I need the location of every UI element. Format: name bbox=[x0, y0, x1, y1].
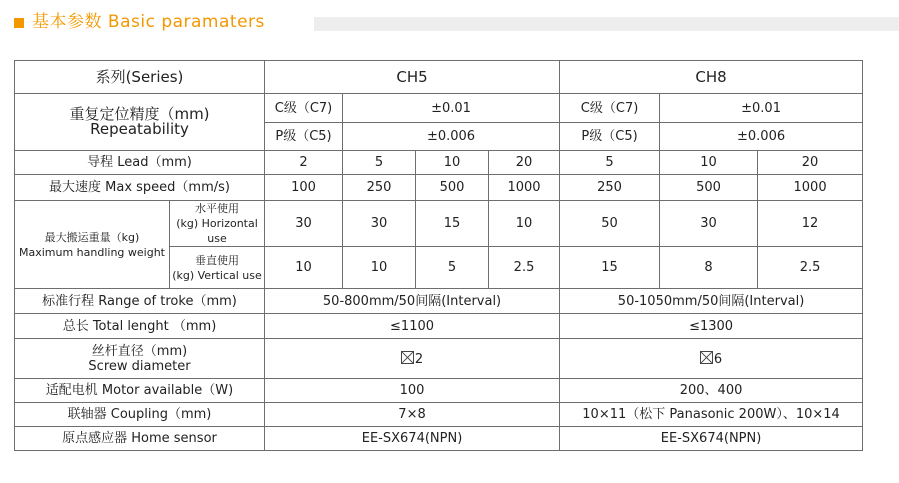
stroke-ch5: 50-800mm/50间隔(Interval) bbox=[265, 289, 560, 314]
speed-ch5-cell: 250 bbox=[343, 175, 416, 201]
section-header bbox=[14, 10, 899, 36]
vertical-use-cn: 垂直使用 bbox=[195, 253, 239, 267]
lead-ch5-cell: 20 bbox=[489, 151, 560, 175]
diameter-symbol-icon bbox=[401, 351, 414, 364]
screw-ch8 bbox=[560, 339, 863, 379]
lead-ch5-cell: 2 bbox=[265, 151, 343, 175]
table-row bbox=[15, 314, 863, 339]
coupling-label: 联轴器 Coupling（mm) bbox=[15, 403, 265, 427]
screw-label-en: Screw diameter bbox=[88, 358, 191, 374]
ch5-c-value: ±0.01 bbox=[343, 94, 560, 123]
table-row bbox=[15, 289, 863, 314]
orange-square-icon bbox=[14, 18, 24, 28]
speed-ch8-cell: 500 bbox=[660, 175, 758, 201]
motor-ch8: 200、400 bbox=[560, 379, 863, 403]
speed-ch5-cell: 1000 bbox=[489, 175, 560, 201]
handling-label bbox=[15, 201, 170, 289]
speed-ch5-cell: 500 bbox=[416, 175, 489, 201]
ch8-c-grade: C级（C7) bbox=[560, 94, 660, 123]
vertical-ch8-cell: 2.5 bbox=[758, 247, 863, 289]
repeatability-label bbox=[15, 94, 265, 151]
vertical-ch8-cell: 15 bbox=[560, 247, 660, 289]
horizontal-ch8-cell: 30 bbox=[660, 201, 758, 247]
table-row bbox=[15, 151, 863, 175]
lead-label: 导程 Lead（mm) bbox=[15, 151, 265, 175]
vertical-use-label bbox=[170, 247, 265, 289]
ch5-c-grade: C级（C7) bbox=[265, 94, 343, 123]
header-divider-bar bbox=[314, 17, 899, 31]
model-ch8: CH8 bbox=[560, 61, 863, 94]
ch8-p-value: ±0.006 bbox=[660, 123, 863, 151]
stroke-label: 标准行程 Range of troke（mm) bbox=[15, 289, 265, 314]
length-label: 总长 Total lenght （mm) bbox=[15, 314, 265, 339]
vertical-ch8-cell: 8 bbox=[660, 247, 758, 289]
vertical-ch5-cell: 10 bbox=[343, 247, 416, 289]
screw-ch5 bbox=[265, 339, 560, 379]
section-title: 基本参数 Basic paramaters bbox=[32, 12, 265, 32]
screw-ch8-value: 6 bbox=[713, 351, 723, 367]
motor-label: 适配电机 Motor available（W) bbox=[15, 379, 265, 403]
model-ch5: CH5 bbox=[265, 61, 560, 94]
diameter-symbol-icon bbox=[700, 351, 713, 364]
table-row bbox=[15, 201, 863, 247]
table-row bbox=[15, 427, 863, 451]
horizontal-ch5-cell: 30 bbox=[343, 201, 416, 247]
speed-ch8-cell: 250 bbox=[560, 175, 660, 201]
speed-label: 最大速度 Max speed（mm/s) bbox=[15, 175, 265, 201]
home-sensor-ch5: EE-SX674(NPN) bbox=[265, 427, 560, 451]
coupling-ch8: 10×11（松下 Panasonic 200W）、10×14 bbox=[560, 403, 863, 427]
series-label: 系列(Series) bbox=[15, 61, 265, 94]
lead-ch8-cell: 5 bbox=[560, 151, 660, 175]
handling-label-cn: 最大搬运重量（kg) bbox=[44, 230, 140, 244]
horizontal-ch5-cell: 15 bbox=[416, 201, 489, 247]
speed-ch5-cell: 100 bbox=[265, 175, 343, 201]
ch5-p-value: ±0.006 bbox=[343, 123, 560, 151]
screw-ch5-value: 2 bbox=[414, 351, 424, 367]
home-sensor-label: 原点感应器 Home sensor bbox=[15, 427, 265, 451]
stroke-ch8: 50-1050mm/50间隔(Interval) bbox=[560, 289, 863, 314]
screw-label bbox=[15, 339, 265, 379]
table-row bbox=[15, 61, 863, 94]
ch8-p-grade: P级（C5) bbox=[560, 123, 660, 151]
ch8-c-value: ±0.01 bbox=[660, 94, 863, 123]
repeatability-label-en: Repeatability bbox=[90, 120, 189, 138]
motor-ch5: 100 bbox=[265, 379, 560, 403]
horizontal-ch8-cell: 12 bbox=[758, 201, 863, 247]
horizontal-ch8-cell: 50 bbox=[560, 201, 660, 247]
speed-ch8-cell: 1000 bbox=[758, 175, 863, 201]
table-row bbox=[15, 175, 863, 201]
spec-table bbox=[14, 60, 863, 451]
table-row bbox=[15, 339, 863, 379]
vertical-ch5-cell: 10 bbox=[265, 247, 343, 289]
horizontal-use-en: (kg) Horizontal use bbox=[176, 217, 258, 245]
horizontal-ch5-cell: 30 bbox=[265, 201, 343, 247]
lead-ch8-cell: 20 bbox=[758, 151, 863, 175]
vertical-ch5-cell: 2.5 bbox=[489, 247, 560, 289]
length-ch5: ≤1100 bbox=[265, 314, 560, 339]
vertical-ch5-cell: 5 bbox=[416, 247, 489, 289]
horizontal-ch5-cell: 10 bbox=[489, 201, 560, 247]
table-row bbox=[15, 403, 863, 427]
horizontal-use-label bbox=[170, 201, 265, 247]
length-ch8: ≤1300 bbox=[560, 314, 863, 339]
table-row bbox=[15, 94, 863, 123]
table-row bbox=[15, 379, 863, 403]
screw-label-cn: 丝杆直径（mm) bbox=[91, 343, 188, 359]
vertical-use-en: (kg) Vertical use bbox=[172, 268, 262, 282]
lead-ch5-cell: 5 bbox=[343, 151, 416, 175]
lead-ch5-cell: 10 bbox=[416, 151, 489, 175]
coupling-ch5: 7×8 bbox=[265, 403, 560, 427]
home-sensor-ch8: EE-SX674(NPN) bbox=[560, 427, 863, 451]
repeatability-label-cn: 重复定位精度（mm) bbox=[69, 105, 210, 123]
lead-ch8-cell: 10 bbox=[660, 151, 758, 175]
ch5-p-grade: P级（C5) bbox=[265, 123, 343, 151]
horizontal-use-cn: 水平使用 bbox=[195, 202, 239, 215]
handling-label-en: Maximum handling weight bbox=[18, 245, 165, 259]
